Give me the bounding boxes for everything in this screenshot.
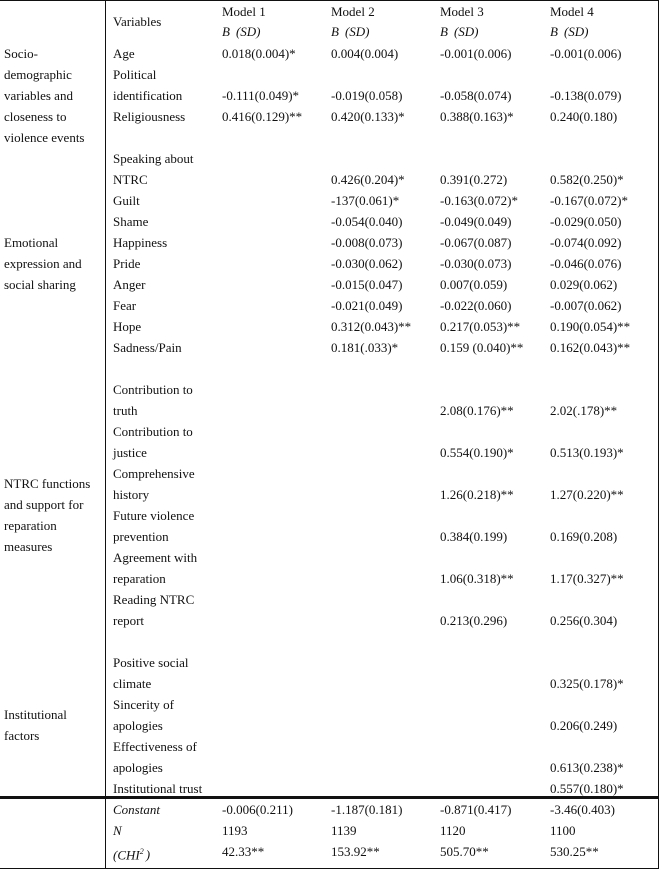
footer-label-text: Constant	[113, 802, 160, 817]
variable-label-line: Religiousness	[113, 109, 186, 124]
group-label-line: Emotional	[4, 235, 59, 250]
coefficient-cell: 0.613(0.238)*	[550, 760, 624, 775]
group-label-line: factors	[4, 728, 40, 743]
variable-label-line: Age	[113, 46, 135, 61]
header-b: B	[440, 24, 448, 39]
header-sd: (SD)	[344, 24, 370, 39]
coefficient-cell: -0.138(0.079)	[550, 88, 622, 103]
header-sd: (SD)	[453, 24, 479, 39]
footer-label-text: N	[113, 823, 122, 838]
variable-label	[113, 736, 197, 778]
variable-label	[113, 547, 197, 589]
coefficient-cell: -0.054(0.040)	[331, 214, 403, 229]
variable-label-line: NTRC	[113, 172, 148, 187]
coefficient-cell: 0.384(0.199)	[440, 529, 508, 544]
variable-label	[113, 316, 141, 337]
coefficient-cell: -0.167(0.072)*	[550, 193, 628, 208]
variable-label	[113, 232, 167, 253]
variable-label	[113, 421, 193, 463]
variable-label-line: Reading NTRC	[113, 592, 195, 607]
coefficient-cell: -0.049(0.049)	[440, 214, 512, 229]
variable-label	[113, 337, 182, 358]
footer-cell: 153.92**	[331, 844, 380, 859]
coefficient-cell: 0.213(0.296)	[440, 613, 508, 628]
variable-label	[113, 274, 146, 295]
footer-label	[113, 820, 122, 841]
group-label-g3	[4, 473, 90, 557]
coefficient-cell: 0.416(0.129)**	[222, 109, 303, 124]
footer-cell: 1139	[331, 823, 357, 838]
variable-label-line: climate	[113, 676, 152, 691]
variable-label-line: truth	[113, 403, 138, 418]
coefficient-cell: 0.388(0.163)*	[440, 109, 514, 124]
footer-cell: 530.25**	[550, 844, 599, 859]
variable-label-line: Shame	[113, 214, 149, 229]
coefficient-cell: 0.181(.033)*	[331, 340, 399, 355]
coefficient-cell: -137(0.061)*	[331, 193, 400, 208]
group-label-line: Institutional	[4, 707, 67, 722]
coefficient-cell: -0.007(0.062)	[550, 298, 622, 313]
header-b: B	[222, 24, 230, 39]
footer-label-end: )	[145, 847, 151, 863]
group-label-g1	[4, 43, 85, 148]
variable-label	[113, 589, 194, 631]
coefficient-cell: -0.001(0.006)	[550, 46, 622, 61]
coefficient-cell: 2.08(0.176)**	[440, 403, 514, 418]
variable-label-line: identification	[113, 88, 183, 103]
variable-label-line: Effectiveness of	[113, 739, 197, 754]
coefficient-cell: 1.06(0.318)**	[440, 571, 514, 586]
variable-label	[113, 211, 148, 232]
header-sd: (SD)	[235, 24, 261, 39]
variable-label	[113, 64, 182, 106]
coefficient-cell: -0.111(0.049)*	[222, 88, 300, 103]
header-sd: (SD)	[563, 24, 589, 39]
coefficient-cell: -0.019(0.058)	[331, 88, 403, 103]
variable-label-line: report	[113, 613, 145, 628]
coefficient-cell: 0.513(0.193)*	[550, 445, 624, 460]
header-b: B	[550, 24, 558, 39]
variable-label-line: Sincerity of	[113, 697, 175, 712]
variable-label-line: Future violence	[113, 508, 195, 523]
coefficient-cell: 1.26(0.218)**	[440, 487, 514, 502]
footer-label	[113, 841, 150, 865]
header-b-sd-3	[440, 21, 479, 42]
variable-label	[113, 190, 140, 211]
variable-label-line: history	[113, 487, 150, 502]
column-divider-groups	[105, 0, 106, 869]
group-label-g4	[4, 704, 67, 746]
variable-label	[113, 778, 202, 799]
variable-label-line: apologies	[113, 760, 163, 775]
group-label-line: closeness to	[4, 109, 67, 124]
group-label-line: violence events	[4, 130, 85, 145]
header-b-sd-1	[222, 21, 261, 42]
coefficient-cell: 0.007(0.059)	[440, 277, 508, 292]
group-label-line: NTRC functions	[4, 476, 91, 491]
group-label-line: measures	[4, 539, 53, 554]
coefficient-cell: 0.426(0.204)*	[331, 172, 405, 187]
variable-label-line: Positive social	[113, 655, 189, 670]
variable-label	[113, 43, 135, 64]
variable-label-line: Fear	[113, 298, 137, 313]
footer-cell: 1100	[550, 823, 576, 838]
variable-label-line: Agreement with	[113, 550, 198, 565]
group-label-line: social sharing	[4, 277, 76, 292]
header-model-1: Model 1	[222, 4, 266, 19]
variable-label-line: Contribution to	[113, 382, 193, 397]
variable-label-line: Political	[113, 67, 157, 82]
variable-label-line: Contribution to	[113, 424, 193, 439]
variable-label-line: Guilt	[113, 193, 140, 208]
coefficient-cell: 0.029(0.062)	[550, 277, 618, 292]
variable-label	[113, 295, 136, 316]
variable-label-line: Anger	[113, 277, 146, 292]
coefficient-cell: -0.001(0.006)	[440, 46, 512, 61]
coefficient-cell: -0.029(0.050)	[550, 214, 622, 229]
footer-label	[113, 799, 160, 820]
footer-cell: -3.46(0.403)	[550, 802, 615, 817]
coefficient-cell: -0.163(0.072)*	[440, 193, 518, 208]
variable-label	[113, 106, 185, 127]
coefficient-cell: 0.159 (0.040)**	[440, 340, 524, 355]
variable-label-line: Institutional trust	[113, 781, 203, 796]
variable-label	[113, 505, 194, 547]
coefficient-cell: 1.27(0.220)**	[550, 487, 624, 502]
variable-label-line: justice	[113, 445, 147, 460]
coefficient-cell: 0.240(0.180)	[550, 109, 618, 124]
coefficient-cell: 0.206(0.249)	[550, 718, 618, 733]
coefficient-cell: 0.190(0.054)**	[550, 319, 631, 334]
header-model-4: Model 4	[550, 4, 594, 19]
footer-label-text: (CHI	[113, 847, 140, 863]
header-model-3: Model 3	[440, 4, 484, 19]
variable-label-line: Pride	[113, 256, 141, 271]
group-label-line: reparation	[4, 518, 57, 533]
coefficient-cell: 0.557(0.180)*	[550, 781, 624, 796]
coefficient-cell: 0.325(0.178)*	[550, 676, 624, 691]
coefficient-cell: 0.420(0.133)*	[331, 109, 405, 124]
coefficient-cell: -0.058(0.074)	[440, 88, 512, 103]
coefficient-cell: -0.022(0.060)	[440, 298, 512, 313]
header-b-sd-4	[550, 21, 589, 42]
coefficient-cell: 0.169(0.208)	[550, 529, 618, 544]
group-label-line: and support for	[4, 497, 84, 512]
header-b: B	[331, 24, 339, 39]
variable-label	[113, 148, 194, 190]
footer-cell: 42.33**	[222, 844, 265, 859]
variable-label-line: reparation	[113, 571, 166, 586]
coefficient-cell: 0.312(0.043)**	[331, 319, 412, 334]
footer-cell: -0.871(0.417)	[440, 802, 512, 817]
variable-label-line: Comprehensive	[113, 466, 195, 481]
variable-label-line: Sadness/Pain	[113, 340, 182, 355]
coefficient-cell: -0.067(0.087)	[440, 235, 512, 250]
variable-label	[113, 652, 188, 694]
footer-cell: 1193	[222, 823, 248, 838]
coefficient-cell: 0.162(0.043)**	[550, 340, 631, 355]
coefficient-cell: 0.018(0.004)*	[222, 46, 296, 61]
variable-label-line: Happiness	[113, 235, 168, 250]
variable-label-line: prevention	[113, 529, 169, 544]
coefficient-cell: -0.046(0.076)	[550, 256, 622, 271]
coefficient-cell: -0.008(0.073)	[331, 235, 403, 250]
coefficient-cell: 0.217(0.053)**	[440, 319, 521, 334]
coefficient-cell: -0.030(0.073)	[440, 256, 512, 271]
coefficient-cell: 0.256(0.304)	[550, 613, 618, 628]
header-b-sd-2	[331, 21, 370, 42]
group-label-line: variables and	[4, 88, 73, 103]
coefficient-cell: 1.17(0.327)**	[550, 571, 624, 586]
header-model-2: Model 2	[331, 4, 375, 19]
footer-cell: 505.70**	[440, 844, 489, 859]
coefficient-cell: -0.015(0.047)	[331, 277, 403, 292]
variable-label	[113, 463, 195, 505]
coefficient-cell: -0.074(0.092)	[550, 235, 622, 250]
variable-label	[113, 379, 193, 421]
coefficient-cell: 2.02(.178)**	[550, 403, 618, 418]
footer-cell: -1.187(0.181)	[331, 802, 403, 817]
coefficient-cell: 0.582(0.250)*	[550, 172, 624, 187]
variable-label	[113, 694, 174, 736]
header-variables: Variables	[113, 14, 162, 29]
footer-label-sup: 2	[139, 847, 144, 856]
variable-label-line: Hope	[113, 319, 142, 334]
variable-label-line: apologies	[113, 718, 163, 733]
footer-cell: 1120	[440, 823, 466, 838]
coefficient-cell: 0.554(0.190)*	[440, 445, 514, 460]
footer-cell: -0.006(0.211)	[222, 802, 294, 817]
group-label-line: demographic	[4, 67, 72, 82]
group-label-g2	[4, 232, 82, 295]
coefficient-cell: -0.021(0.049)	[331, 298, 403, 313]
coefficient-cell: -0.030(0.062)	[331, 256, 403, 271]
group-label-line: expression and	[4, 256, 82, 271]
coefficient-cell: 0.004(0.004)	[331, 46, 399, 61]
variable-label	[113, 253, 140, 274]
coefficient-cell: 0.391(0.272)	[440, 172, 508, 187]
variable-label-line: Speaking about	[113, 151, 194, 166]
group-label-line: Socio-	[4, 46, 38, 61]
